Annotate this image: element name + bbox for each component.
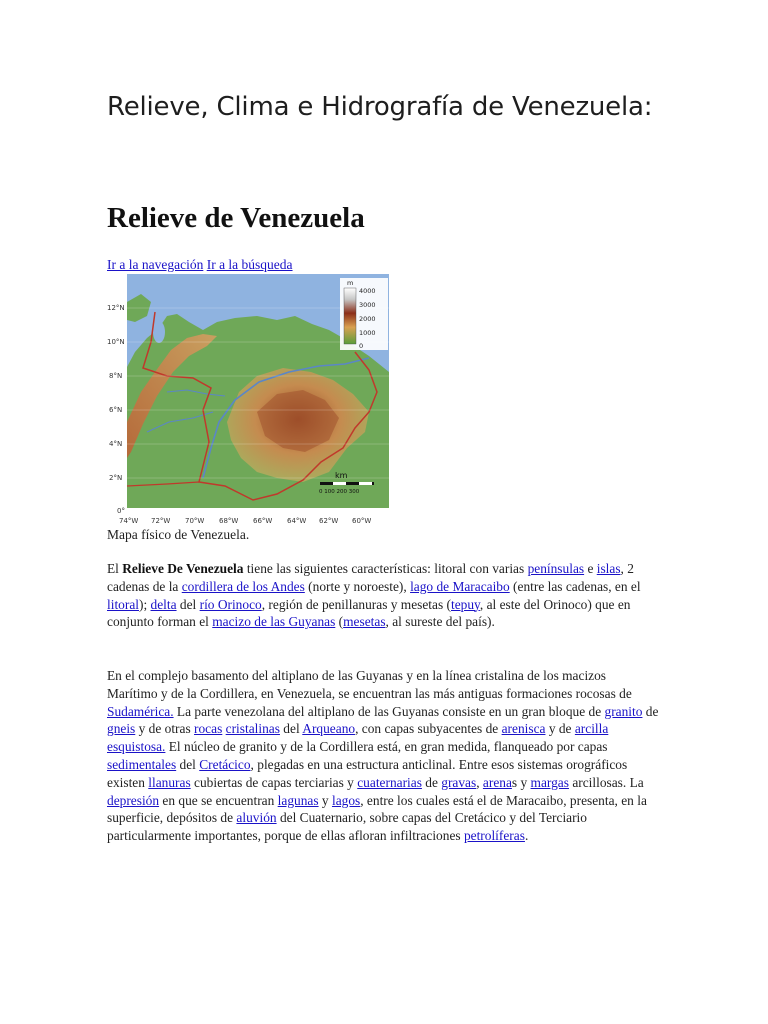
link-cristalinas[interactable]: cristalinas [225,721,280,737]
skip-links [107,257,293,273]
lon-label: 66°W [253,517,273,525]
lon-label: 74°W [119,517,139,525]
document-title: Relieve, Clima e Hidrografía de Venezuela: [107,92,653,122]
legend-value: 2000 [359,315,376,323]
nav-link-navigation[interactable]: Ir a la navegación [107,257,204,272]
link-margas[interactable]: margas [530,774,569,790]
link-gravas[interactable]: gravas [441,774,477,790]
lat-label: 6°N [109,406,123,414]
link-sedimentales[interactable]: sedimentales [107,756,177,772]
link-cretacico[interactable]: Cretácico [199,756,251,772]
link-aluvion[interactable]: aluvión [236,810,277,826]
legend-unit: m [347,279,354,287]
link-tepuy[interactable]: tepuy [451,596,480,612]
scale-unit: km [335,471,348,480]
link-gneis[interactable]: gneis [107,721,136,737]
link-arcilla[interactable]: arcilla [574,721,609,737]
link-arena[interactable]: arena [482,774,512,790]
legend-value: 1000 [359,329,376,337]
lat-label: 4°N [109,440,123,448]
link-peninsulas[interactable]: penínsulas [527,561,585,576]
section-title: Relieve de Venezuela [107,202,365,234]
bold-term: Relieve De Venezuela [122,561,244,576]
link-rio-orinoco[interactable]: río Orinoco [199,596,262,612]
legend-value: 4000 [359,287,376,295]
lat-label: 2°N [109,474,123,482]
link-rocas[interactable]: rocas [194,721,223,737]
lon-label: 70°W [185,517,205,525]
nav-link-search[interactable]: Ir a la búsqueda [206,257,293,272]
link-islas[interactable]: islas [596,561,621,576]
link-lago-maracaibo[interactable]: lago de Maracaibo [410,578,510,594]
legend-value: 0 [359,342,364,350]
link-llanuras[interactable]: llanuras [148,774,191,790]
link-cuaternarias[interactable]: cuaternarias [357,774,422,790]
link-arenisca[interactable]: arenisca [501,721,546,737]
elevation-legend [340,278,388,350]
paragraph-geology: En el complejo basamento del altiplano de las Guyanas y en la línea cristalina de los macizos Marítimo y de la Cordillera, en Venezuela, se encuentran las más antiguas formaciones rocosas de Sudamérica. La parte venezolana del altiplano de las Guyanas consiste en un gran bloque de granito de gneis y de otras rocas cristalinas del Arqueano, con capas subyacentes de arenisca y de arcilla esquistosa. El núcleo de granito y de la Cordillera está, en gran medida, flanqueado por capas sedimentales del Cretácico, plegadas en una estructura anticlinal. Entre esos sistemas orográficos existen llanuras cubiertas de capas terciarias y cuaternarias de gravas, arenas y margas arcillosas. La depresión en que se encuentran lagunas y lagos, entre los cuales está el de Maracaibo, presenta, en la superficie, depósitos de aluvión del Cuaternario, sobre capas del Cretácico y del Terciario particularmente importantes, porque de ellas afloran infiltraciones petrolíferas. [107,668,659,844]
lat-label: 10°N [107,338,125,346]
lon-label: 72°W [151,517,171,525]
link-mesetas[interactable]: mesetas [343,614,386,630]
link-cordillera-andes[interactable]: cordillera de los Andes [181,578,305,594]
lat-label: 8°N [109,372,123,380]
relief-map-svg [107,272,392,527]
link-macizo-guyanas[interactable]: macizo de las Guyanas [212,614,336,630]
lon-label: 60°W [352,517,372,525]
relief-map [107,272,392,527]
link-granito[interactable]: granito [604,703,643,719]
link-lagos[interactable]: lagos [331,792,361,808]
link-sudamerica[interactable]: Sudamérica. [107,703,174,719]
link-litoral[interactable]: litoral [107,596,139,612]
link-esquistosa[interactable]: esquistosa. [107,739,166,755]
lat-label: 12°N [107,304,125,312]
lat-label: 0° [117,507,125,515]
legend-value: 3000 [359,301,376,309]
link-arqueano[interactable]: Arqueano [302,721,356,737]
link-depresion[interactable]: depresión [107,792,160,808]
paragraph-relief-characteristics: El Relieve De Venezuela tiene las siguientes características: litoral con varias penínsulas e islas, 2 cadenas de la cordillera de los Andes (norte y noroeste), lago de Maracaibo (entre las cadenas, en el litoral); delta del río Orinoco, región de penillanuras y mesetas (tepuy, al este del Orinoco) que en conjunto forman el macizo de las Guyanas (mesetas, al sureste del país). [107,561,641,630]
lon-label: 62°W [319,517,339,525]
link-delta[interactable]: delta [150,596,177,612]
lake-maracaibo [153,321,165,343]
map-caption: Mapa físico de Venezuela. [107,527,250,542]
lon-label: 64°W [287,517,307,525]
lon-label: 68°W [219,517,239,525]
link-lagunas[interactable]: lagunas [277,792,319,808]
scale-labels: 0 100 200 300 [319,489,360,495]
link-petroliferas[interactable]: petrolíferas [463,828,525,844]
